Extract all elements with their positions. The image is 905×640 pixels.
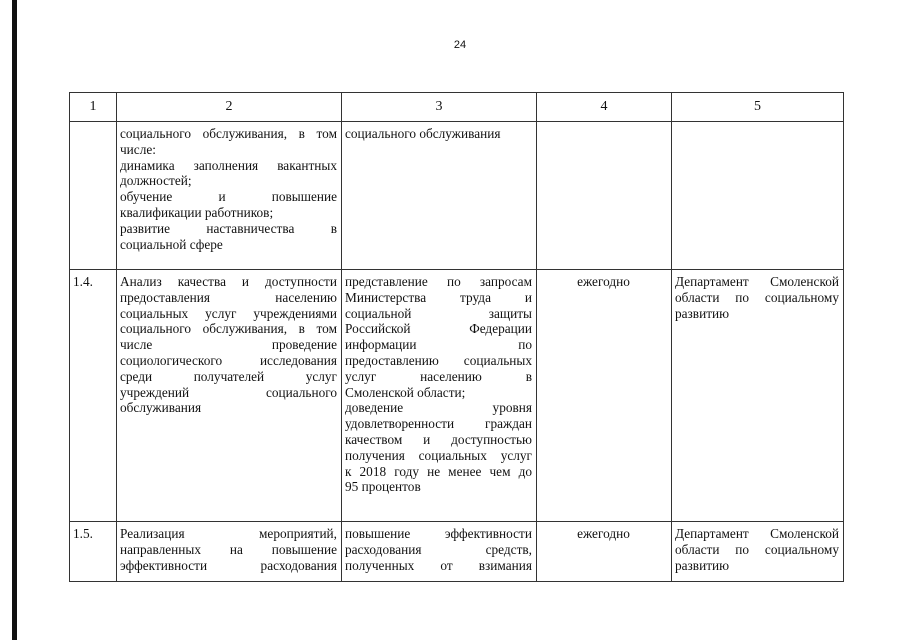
cell-text-line: обслуживания <box>120 400 202 416</box>
cell-text-line: к 2018 году не менее чем до <box>345 463 532 479</box>
cell-text-line: расходования средств, <box>345 541 532 557</box>
table-row <box>70 522 844 582</box>
document-table <box>69 92 844 582</box>
cell-text-line: развитию <box>675 557 730 573</box>
cell-text-line: качеством и доступностью <box>345 431 532 447</box>
header-cell-1: 1 <box>70 93 117 122</box>
result-cell <box>342 522 537 582</box>
cell-text-line: 95 процентов <box>345 479 421 495</box>
cell-text-line: получения социальных услуг <box>345 447 532 463</box>
cell-text-line: развитию <box>675 305 730 321</box>
measure-cell <box>117 270 342 522</box>
header-cell-5: 5 <box>672 93 844 122</box>
measure-cell <box>117 522 342 582</box>
table-row <box>70 122 844 270</box>
cell-text-line: доведение уровня <box>345 400 532 416</box>
cell-text-line: динамика заполнения вакантных <box>120 157 337 173</box>
scan-edge-bar <box>12 0 17 640</box>
cell-text-line: Департамент Смоленской <box>675 526 839 541</box>
header-cell-2: 2 <box>117 93 342 122</box>
cell-text-line: эффективности расходования <box>120 557 337 573</box>
cell-text-line: Реализация мероприятий, <box>120 526 337 541</box>
cell-text-line: социального обслуживания, в том <box>120 321 337 337</box>
cell-text-line: числе проведение <box>120 337 337 353</box>
measure-cell <box>117 122 342 270</box>
cell-text-line: обучение и повышение <box>120 189 337 205</box>
row-number <box>70 122 117 270</box>
table-header-row <box>70 93 844 122</box>
cell-text-line: полученных от взимания <box>345 557 532 573</box>
responsible-cell <box>672 122 844 270</box>
cell-text-line: Анализ качества и доступности <box>120 274 337 289</box>
page-number: 24 <box>453 39 467 51</box>
cell-text-line: области по социальному <box>675 289 839 305</box>
responsible-cell <box>672 270 844 522</box>
cell-text-line: услуг населению в <box>345 368 532 384</box>
row-number: 1.5. <box>70 522 117 582</box>
cell-text-line: Смоленской области; <box>345 384 466 400</box>
cell-text-line: должностей; <box>120 173 192 189</box>
cell-text-line: предоставлению социальных <box>345 352 532 368</box>
cell-text-line: удовлетворенности граждан <box>345 416 532 432</box>
cell-text-line: области по социальному <box>675 541 839 557</box>
period-cell <box>537 122 672 270</box>
cell-text-line: Министерства труда и <box>345 289 532 305</box>
row-number: 1.4. <box>70 270 117 522</box>
cell-text-line: социальной защиты <box>345 305 532 321</box>
cell-text-line: повышение эффективности <box>345 526 532 541</box>
cell-text-line: социальной сфере <box>120 236 223 252</box>
result-cell <box>342 122 537 270</box>
period-cell: ежегодно <box>537 270 672 522</box>
cell-text-line: информации по <box>345 337 532 353</box>
cell-text-line: представление по запросам <box>345 274 532 289</box>
cell-text-line: квалификации работников; <box>120 204 274 220</box>
header-cell-4: 4 <box>537 93 672 122</box>
cell-text-line: Департамент Смоленской <box>675 274 839 289</box>
cell-text-line: учреждений социального <box>120 384 337 400</box>
period-cell: ежегодно <box>537 522 672 582</box>
cell-text-line: Российской Федерации <box>345 321 532 337</box>
result-cell <box>342 270 537 522</box>
cell-text-line: социального обслуживания <box>345 126 501 141</box>
cell-text-line: социальных услуг учреждениями <box>120 305 337 321</box>
cell-text-line: социологического исследования <box>120 352 337 368</box>
cell-text-line: числе: <box>120 141 156 157</box>
header-cell-3: 3 <box>342 93 537 122</box>
cell-text-line: предоставления населению <box>120 289 337 305</box>
table-row <box>70 270 844 522</box>
cell-text-line: среди получателей услуг <box>120 368 337 384</box>
responsible-cell <box>672 522 844 582</box>
cell-text-line: направленных на повышение <box>120 541 337 557</box>
cell-text-line: развитие наставничества в <box>120 220 337 236</box>
cell-text-line: социального обслуживания, в том <box>120 126 337 141</box>
